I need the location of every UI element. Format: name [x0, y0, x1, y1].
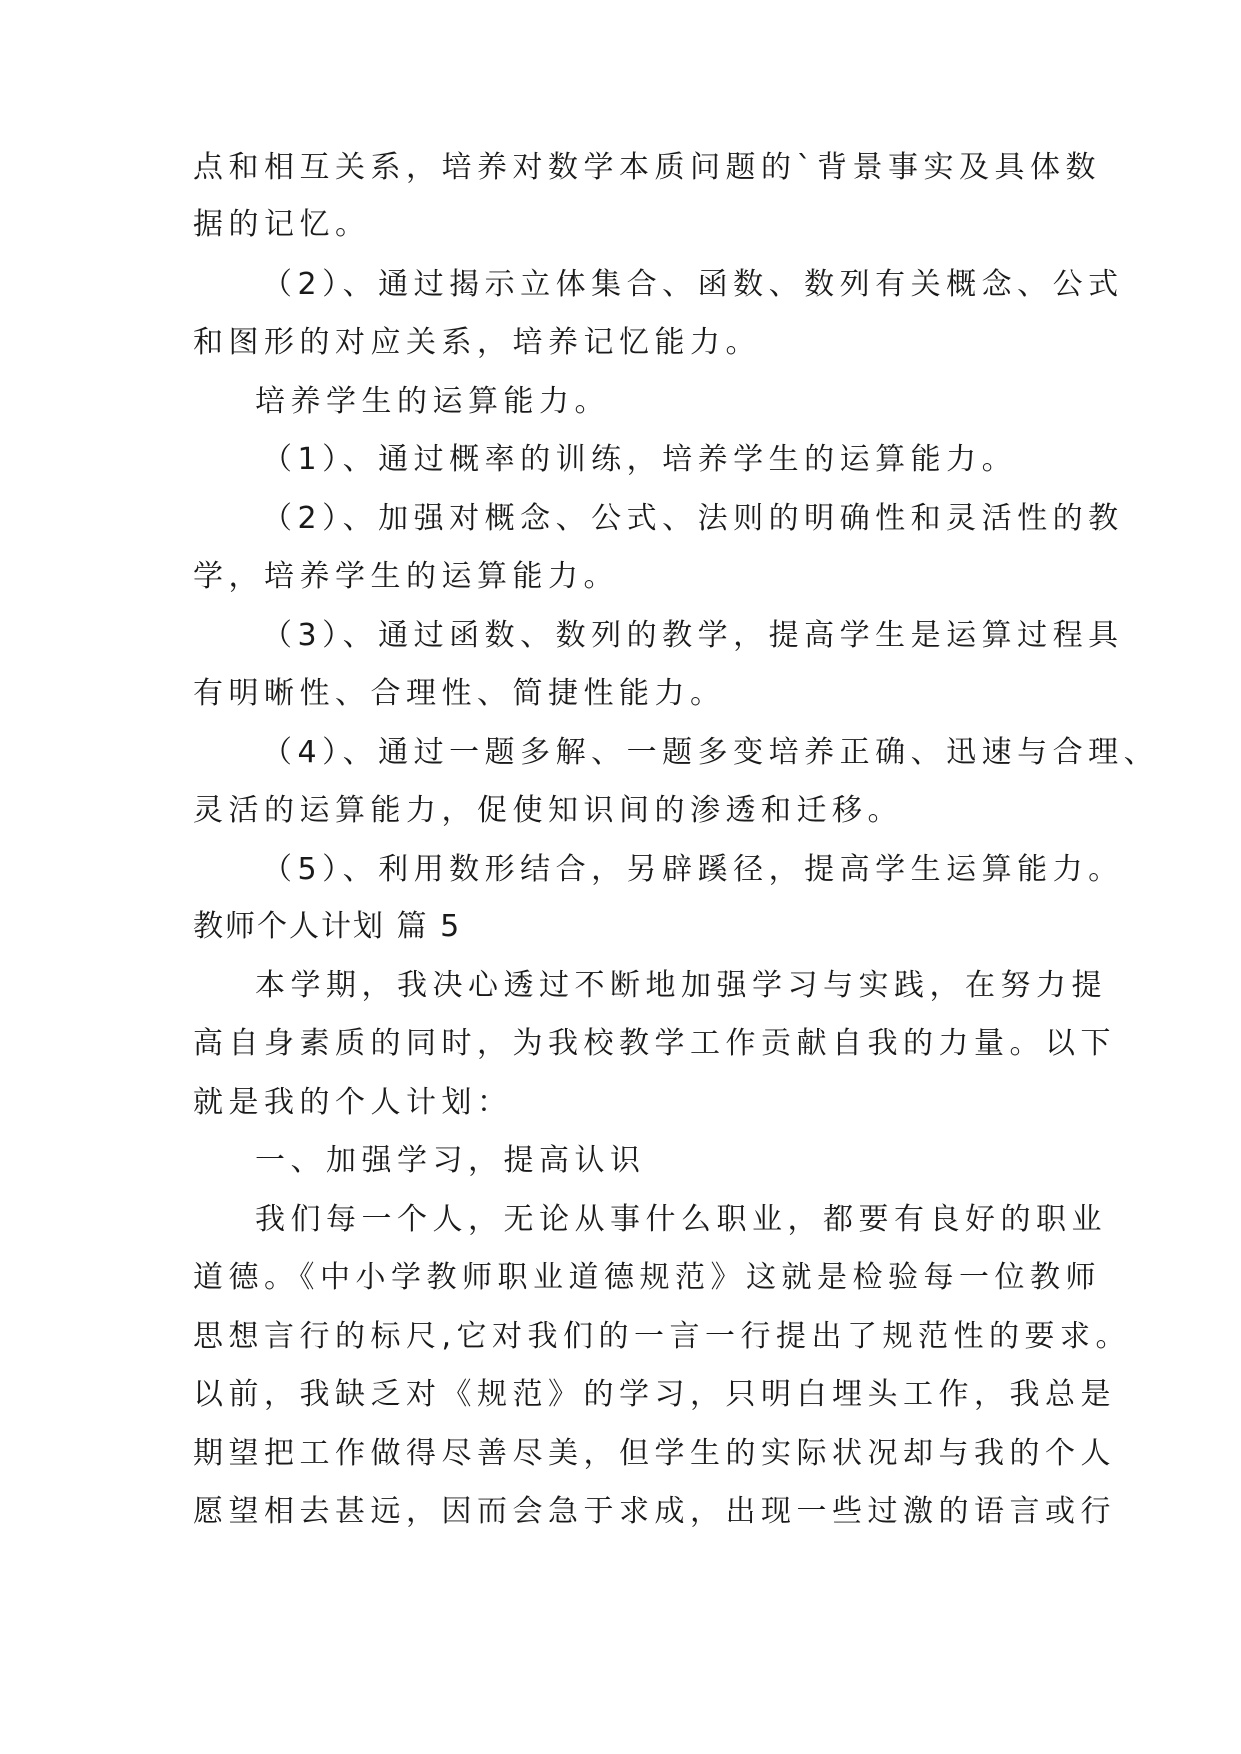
text-line: （2）、通过揭示立体集合、函数、数列有关概念、公式	[262, 267, 1124, 302]
text-line: 和图形的对应关系，培养记忆能力。	[193, 325, 761, 360]
text-line: 据的记忆。	[193, 207, 371, 242]
text-line: 有明晰性、合理性、简捷性能力。	[193, 676, 726, 711]
text-line: （3）、通过函数、数列的教学，提高学生是运算过程具	[262, 618, 1124, 653]
text-line: 期望把工作做得尽善尽美，但学生的实际状况却与我的个人	[193, 1436, 1116, 1471]
text-line: 本学期，我决心透过不断地加强学习与实践，在努力提	[255, 968, 1107, 1003]
text-line: 灵活的运算能力，促使知识间的渗透和迁移。	[193, 793, 903, 828]
text-line: （1）、通过概率的训练，培养学生的运算能力。	[262, 442, 1018, 477]
text-line: 道德。《中小学教师职业道德规范》这就是检验每一位教师	[193, 1260, 1101, 1295]
text-line: 我们每一个人，无论从事什么职业，都要有良好的职业	[255, 1202, 1107, 1237]
text-line: 愿望相去甚远，因而会急于求成，出现一些过激的语言或行	[193, 1494, 1116, 1529]
text-line: （5）、利用数形结合，另辟蹊径，提高学生运算能力。	[262, 852, 1124, 887]
text-line: 高自身素质的同时，为我校教学工作贡献自我的力量。以下	[193, 1026, 1116, 1061]
text-line: （2）、加强对概念、公式、法则的明确性和灵活性的教	[262, 501, 1124, 536]
text-line: 以前，我缺乏对《规范》的学习，只明白埋头工作，我总是	[193, 1377, 1116, 1412]
text-line: 就是我的个人计划：	[193, 1085, 513, 1120]
subsection-heading: 一、加强学习，提高认识	[255, 1143, 646, 1178]
text-line: 点和相互关系，培养对数学本质问题的`背景事实及具体数	[193, 150, 1101, 185]
text-line: 思想言行的标尺,它对我们的一言一行提出了规范性的要求。	[193, 1319, 1132, 1354]
text-line: （4）、通过一题多解、一题多变培养正确、迅速与合理、	[262, 735, 1160, 770]
text-line: 学，培养学生的运算能力。	[193, 559, 619, 594]
section-heading: 教师个人计划 篇 5	[193, 909, 462, 944]
text-line: 培养学生的运算能力。	[255, 384, 610, 419]
